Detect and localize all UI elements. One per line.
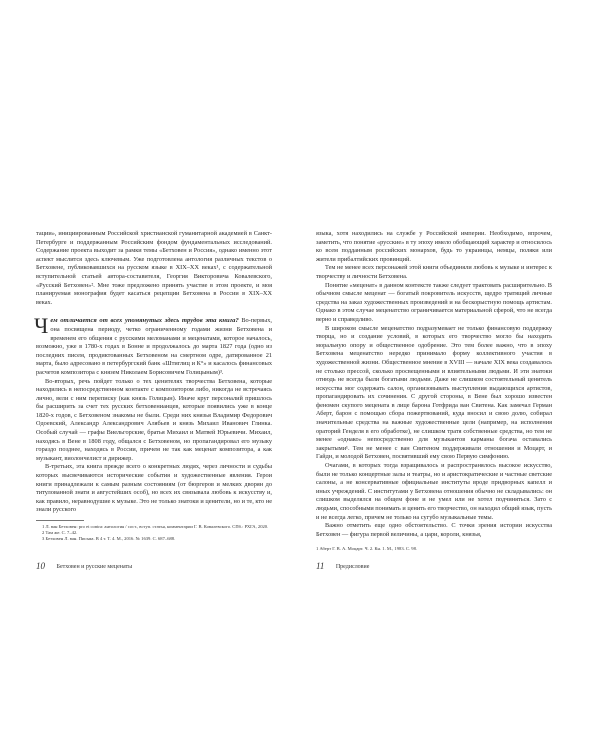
left-page-footer <box>36 561 132 571</box>
right-page-footer <box>316 561 369 571</box>
left-footnote-1: 1 Л. ван Бетховен: pro et contra: антология / сост., вступ. статья, комментарии Г. В. Ковалевского. СПб.: РХГА, 2020. <box>42 524 269 529</box>
left-paragraph-3: Во-вторых, речь пойдет только о тех ценителях творчества Бетховена, которые находились в непосредственном контакте с композитором либо, никогда не встречаясь лично, вели с ним переписку (как князь Голицын). Иначе круг персоналий пришлось бы расширить за счет тех русских бетховенианцев, которые появились уже в конце 1820-х годов, с Бетховеном знакомы не были. Среди них князья Владимир Федорович Одоевский, Александр Александрович Алябьев и князь Михаил Иванович Глинка. Особый случай — графы Виельгорские, братья Михаил и Матвей Юрьевичи. Михаил, находясь в Вене в 1808 году, общался с Бетховеном, но пропагандировал его музыку гораздо позднее, находясь в России, причем не так как меценат композитора, а как музыкант, виолончелист и дирижер. <box>36 377 272 462</box>
left-page-number: 10 <box>36 561 45 571</box>
left-paragraph-1: тации», инициированным Российской христианской гуманитарной академией в Санкт-Петербурге и поддержанным Российским фондом фундаментальных исследований. Содержание проекта выходит за рамки темы «Бетховен и Россия», однако именно этот аспект мыслится здесь ключевым. Уже подготовлена антология различных текстов о Бетховене, публиковавшихся на русском языке в XIX–XX веках¹, с содержательной вступительной статьей автора-составителя, Георгия Викторовича Ковалевского, «Русский Бетховен»². Мне тоже предложено принять участие в этом проекте, и моя планируемая монография будет касаться рецепции Бетховена в России в XIX–XX веках. <box>36 230 272 306</box>
left-paragraph-2-text: Во-первых, она посвящена периоду, четко ограниченному годами жизни Бетховена и временем его общения с русскими меломанами и меценатами, которое началось, возможно, уже в 1780-х годах в Бонне и продолжалось до марта 1827 года (одно из последних писем, продиктованных Бетховеном на смертном одре, датированное 21 марта, было адресовано в петербургский банк «Штиглиц и К°» и касалось финансовых расчетов композитора с князем Николаем Борисовичем Голицыным)³. <box>36 317 273 376</box>
right-page <box>316 230 552 539</box>
right-paragraph-1: языка, хотя находились на службе у Российской империи. Необходимо, впрочем, заметить, что понятие «русские» в ту эпоху имело обобщающий характер и относилось ко всем подданным российских монархов, будь то украинцы, немцы, поляки или жители прибалтийских провинций. <box>316 230 552 263</box>
right-footnotes <box>316 546 552 552</box>
right-paragraph-5: Очагами, в которых тогда взращивалось и распространялось высокое искусство, были не только концертные залы и театры, но и аристократические и частные светские салоны, а не консервативные официальные институты вроде придворных капелл и иных учреждений. С институтами у Бетховена отношения обычно не складывались: он слишком выделялся на общем фоне и не умел или не хотел подчиняться. Зато с людьми, способными понимать и ценить его творчество, он находил общий язык, пусть и не всегда легко, причем не только на сугубо музыкальные темы. <box>316 462 552 521</box>
right-page-number: 11 <box>316 561 325 571</box>
left-page <box>36 230 272 543</box>
right-paragraph-4: В широком смысле меценатство подразумевает не только финансовую поддержку творца, но и создание условий, в которых его творчество могло бы находить моральную опору и общественное одобрение. Это тем более важно, что в эпоху Бетховена меценатство нередко принимало форму коллективного участия в художественной жизни. Общественное мнение в XVIII — начале XIX века создавалось не столько прессой, сколько просвещенными и влиятельными людьми. И эти знатоки отнюдь не всегда были богатыми людьми. Даже не слишком состоятельный ценитель искусства мог содержать салон, организовывать выступления выдающихся артистов, пропагандировать их сочинения. С другой стороны, в Вене был хорошо известен феномен скупого мецената в лице барона Готфрида ван Свитена. Как замечал Герман Аберт, барон с помощью сбора пожертвований, куда вносил и свою долю, собирал значительные средства на важные художественные цели (например, на исполнения ораторий Генделя в его обработке), не слишком тратя собственные средства, но тем не менее «однако» непосредственно для музыкантов карманы богача оставались закрытыми¹. Тем не менее с ван Свитеном поддерживали отношения и Моцарт, и Гайдн, и молодой Бетховен, посвятивший ему свою Первую симфонию. <box>316 324 552 461</box>
right-footnote-1: 1 Аберт Г. В. А. Моцарт. Ч. 2. Кн. 1. М., 1983. С. 98. <box>316 546 418 551</box>
left-paragraph-dropcap <box>34 313 273 377</box>
drop-cap: Ч <box>34 313 49 339</box>
left-paragraph-4: В-третьих, эта книга прежде всего о конкретных людях, через личности и судьбы которых высвечиваются исторические события и художественные явления. Герои книги принадлежали к самым разным состояниям (от бюргеров и мелких дворян до титулованной знати и августейших особ), но всех их связывала любовь к искусству и, как правило, неравнодушие к музыке. Это не только знатоки и ценители, но и те, кто не знали русского <box>36 463 272 514</box>
left-footnote-3: 3 Бетховен Л. ван. Письма. В 4 т. Т. 4. М., 2016. № 1639. С. 687–688. <box>42 536 176 542</box>
right-paragraph-6: Важно отметить еще одно обстоятельство. С точки зрения истории искусства Бетховен — фигура первой величины, а цари, короли, князья, <box>316 522 552 538</box>
left-footnote-2: 2 Там же. С. 7–42. <box>42 530 78 536</box>
footnote-divider <box>36 520 84 521</box>
left-running-head: Бетховен и русские меценаты <box>56 564 133 570</box>
right-paragraph-2: Тем не менее всех персонажей этой книги объединяли любовь к музыке и интерес к творчеству и личности Бетховена. <box>316 264 552 280</box>
right-paragraph-3: Понятие «меценат» в данном контексте также следует трактовать расширительно. В обычном смысле меценат — богатый покровитель искусств, щедро тратящий личные средства на заказ художественных произведений и на бескорыстную помощь артистам. Однако в этом случае меценатство ограничивается материальной сферой, что не всегда верно и справедливо. <box>316 281 552 323</box>
section-lead-question: ем отличается от всех упомянутых здесь трудов эта книга? <box>50 317 239 325</box>
right-running-head: Предисловие <box>335 564 370 570</box>
